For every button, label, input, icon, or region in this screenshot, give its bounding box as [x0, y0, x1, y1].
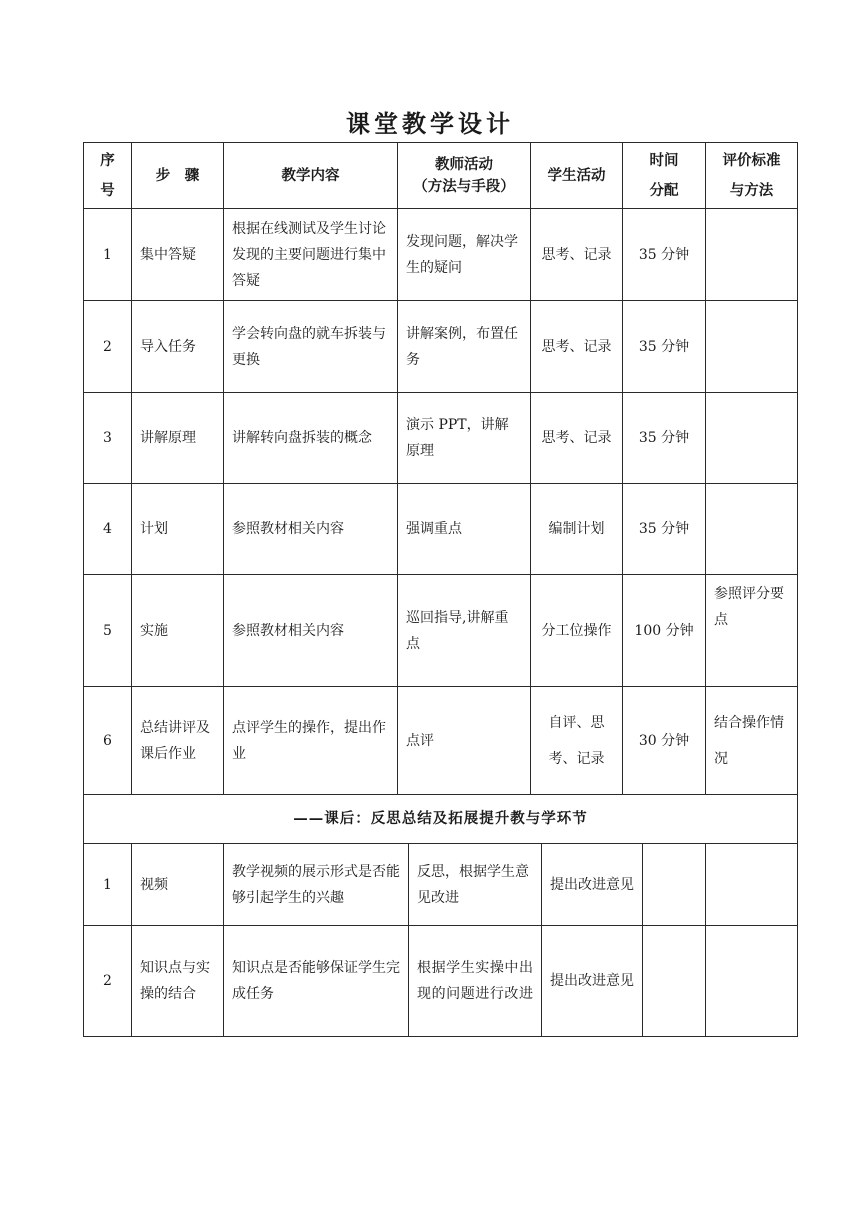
- table-row: [84, 575, 798, 687]
- cell-content: 参照教材相关内容: [224, 575, 398, 687]
- cell-eval: [706, 209, 798, 301]
- cell-empty: [706, 926, 798, 1037]
- cell-teacher: 强调重点: [398, 484, 531, 575]
- cell-step: 导入任务: [132, 301, 224, 393]
- cell-teacher: 点评: [398, 687, 531, 795]
- cell-seq: 4: [84, 484, 132, 575]
- cell-teacher: 巡回指导,讲解重点: [398, 575, 531, 687]
- table-row: [84, 209, 798, 301]
- cell-time: 30 分钟: [623, 687, 706, 795]
- cell-eval: [706, 484, 798, 575]
- cell-empty: [643, 926, 706, 1037]
- cell-content: 参照教材相关内容: [224, 484, 398, 575]
- header-content: 教学内容: [224, 143, 398, 209]
- lesson-design-table: [83, 142, 798, 844]
- cell-teacher: 发现问题，解决学生的疑问: [398, 209, 531, 301]
- cell-step: 实施: [132, 575, 224, 687]
- cell-student: 分工位操作: [531, 575, 623, 687]
- cell-teacher: 演示 PPT，讲解原理: [398, 393, 531, 484]
- table-row: [84, 484, 798, 575]
- cell-seq: 5: [84, 575, 132, 687]
- cell-student: 思考、记录: [531, 393, 623, 484]
- cell-suggest: 提出改进意见: [542, 844, 643, 926]
- cell-step: 讲解原理: [132, 393, 224, 484]
- section-row: [84, 795, 798, 844]
- cell-reflect: 根据学生实操中出现的问题进行改进: [409, 926, 542, 1037]
- cell-content: 点评学生的操作，提出作业: [224, 687, 398, 795]
- cell-seq: 1: [84, 209, 132, 301]
- cell-item: 知识点与实操的结合: [132, 926, 224, 1037]
- cell-seq: 2: [84, 926, 132, 1037]
- header-time: 时间 分配: [623, 143, 706, 209]
- cell-teacher: 讲解案例，布置任务: [398, 301, 531, 393]
- cell-suggest: 提出改进意见: [542, 926, 643, 1037]
- cell-content: 学会转向盘的就车拆装与更换: [224, 301, 398, 393]
- table-row: [84, 393, 798, 484]
- post-class-table: [83, 843, 798, 1037]
- cell-time: 35 分钟: [623, 301, 706, 393]
- cell-eval: [706, 393, 798, 484]
- cell-reflect: 反思，根据学生意见改进: [409, 844, 542, 926]
- cell-time: 100 分钟: [623, 575, 706, 687]
- header-teacher: 教师活动 （方法与手段）: [398, 143, 531, 209]
- cell-content: 讲解转向盘拆装的概念: [224, 393, 398, 484]
- cell-content: 教学视频的展示形式是否能够引起学生的兴趣: [224, 844, 409, 926]
- table-row: [84, 687, 798, 795]
- table-row: [84, 301, 798, 393]
- cell-time: 35 分钟: [623, 393, 706, 484]
- page-title: 课堂教学设计: [346, 109, 514, 138]
- header-seq: 序 号: [84, 143, 132, 209]
- cell-seq: 3: [84, 393, 132, 484]
- section-title: ——课后：反思总结及拓展提升教与学环节: [84, 795, 798, 844]
- cell-seq: 6: [84, 687, 132, 795]
- cell-seq: 1: [84, 844, 132, 926]
- cell-content: 知识点是否能够保证学生完成任务: [224, 926, 409, 1037]
- cell-step: 总结讲评及课后作业: [132, 687, 224, 795]
- cell-student: 思考、记录: [531, 209, 623, 301]
- cell-empty: [643, 844, 706, 926]
- cell-student: 编制计划: [531, 484, 623, 575]
- header-eval: 评价标准 与方法: [706, 143, 798, 209]
- cell-content: 根据在线测试及学生讨论发现的主要问题进行集中答疑: [224, 209, 398, 301]
- table-row: [84, 926, 798, 1037]
- cell-eval: 参照评分要点: [706, 575, 798, 687]
- cell-eval: 结合操作情况: [706, 687, 798, 795]
- cell-step: 集中答疑: [132, 209, 224, 301]
- cell-step: 计划: [132, 484, 224, 575]
- header-student: 学生活动: [531, 143, 623, 209]
- table-row: [84, 844, 798, 926]
- table-header-row: [84, 143, 798, 209]
- cell-empty: [706, 844, 798, 926]
- cell-student: 自评、思考、记录: [531, 687, 623, 795]
- cell-seq: 2: [84, 301, 132, 393]
- cell-eval: [706, 301, 798, 393]
- header-step: 步 骤: [132, 143, 224, 209]
- cell-time: 35 分钟: [623, 209, 706, 301]
- cell-student: 思考、记录: [531, 301, 623, 393]
- cell-item: 视频: [132, 844, 224, 926]
- cell-time: 35 分钟: [623, 484, 706, 575]
